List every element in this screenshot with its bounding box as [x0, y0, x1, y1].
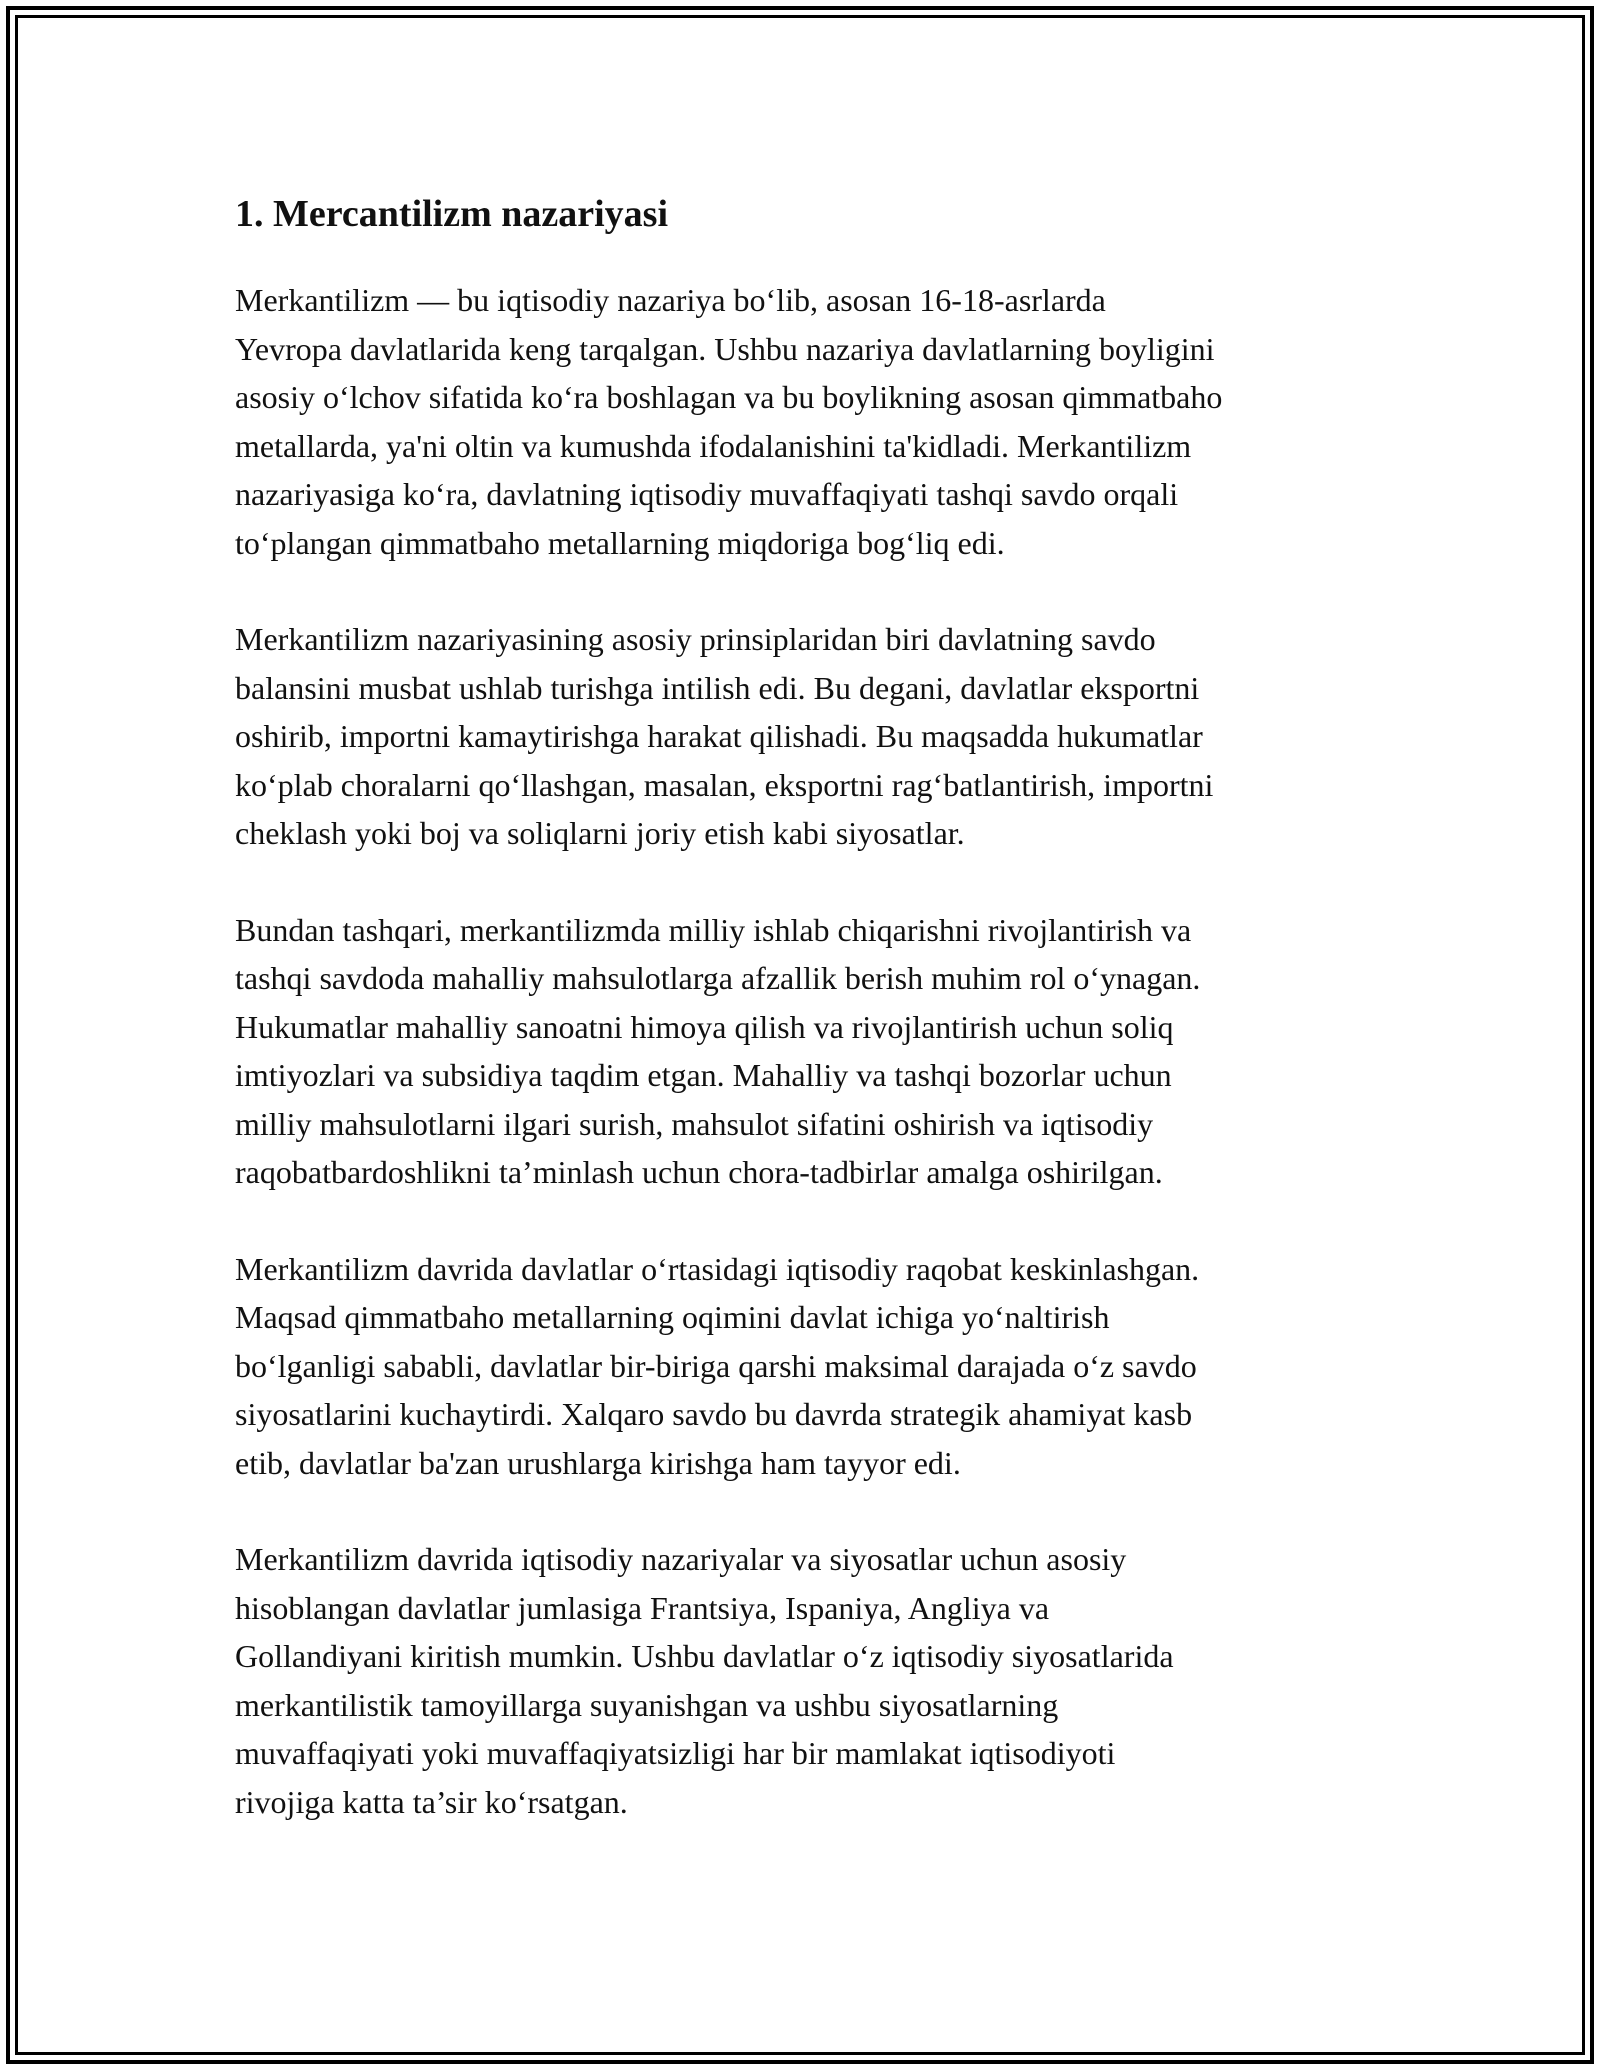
text-line: imtiyozlari va subsidiya taqdim etgan. Mahalliy va tashqi bozorlar uchun	[235, 1057, 1172, 1093]
text-line: ko‘plab choralarni qo‘llashgan, masalan, eksportni rag‘batlantirish, importni	[235, 766, 1214, 803]
text-line: merkantilistik tamoyillarga suyanishgan va ushbu siyosatlarning	[235, 1686, 1059, 1723]
text-line: Merkantilizm davrida davlatlar o‘rtasidagi iqtisodiy raqobat keskinlashgan.	[235, 1250, 1200, 1287]
text-line: bo‘lganligi sababli, davlatlar bir-biriga qarshi maksimal darajada o‘z savdo	[235, 1347, 1197, 1384]
text-line: muvaffaqiyati yoki muvaffaqiyatsizligi har bir mamlakat iqtisodiyoti	[235, 1735, 1116, 1771]
text-line: asosiy o‘lchov sifatida ko‘ra boshlagan va bu boylikning asosan qimmatbaho	[235, 379, 1223, 415]
paragraph-5	[235, 1535, 1375, 1826]
text-line: siyosatlarini kuchaytirdi. Xalqaro savdo bu davrda strategik ahamiyat kasb	[235, 1396, 1193, 1432]
document-body	[235, 182, 1375, 1874]
text-line: tashqi savdoda mahalliy mahsulotlarga afzallik berish muhim rol o‘ynagan.	[235, 960, 1201, 996]
text-line: milliy mahsulotlarni ilgari surish, mahsulot sifatini oshirish va iqtisodiy	[235, 1105, 1154, 1142]
text-line: Maqsad qimmatbaho metallarning oqimini davlat ichiga yo‘naltirish	[235, 1299, 1110, 1335]
text-line: to‘plangan qimmatbaho metallarning miqdoriga bog‘liq edi.	[235, 524, 1005, 561]
text-line: Yevropa davlatlarida keng tarqalgan. Ushbu nazariya davlatlarning boyligini	[235, 330, 1215, 367]
section-heading: 1. Mercantilizm nazariyasi	[235, 193, 669, 235]
text-line: metallarda, ya'ni oltin va kumushda ifodalanishini ta'kidladi. Merkantilizm	[235, 427, 1192, 464]
text-line: Merkantilizm — bu iqtisodiy nazariya bo‘lib, asosan 16-18-asrlarda	[235, 282, 1106, 318]
text-line: etib, davlatlar ba'zan urushlarga kirishga ham tayyor edi.	[235, 1444, 961, 1481]
paragraph-1	[235, 276, 1375, 567]
text-line: Hukumatlar mahalliy sanoatni himoya qilish va rivojlantirish uchun soliq	[235, 1008, 1174, 1045]
text-line: cheklash yoki boj va soliqlarni joriy etish kabi siyosatlar.	[235, 815, 965, 851]
text-line: Merkantilizm nazariyasining asosiy prinsiplaridan biri davlatning savdo	[235, 621, 1156, 657]
text-line: balansini musbat ushlab turishga intilish edi. Bu degani, davlatlar eksportni	[235, 669, 1200, 706]
text-line: raqobatbardoshlikni ta’minlash uchun chora-tadbirlar amalga oshirilgan.	[235, 1154, 1163, 1190]
text-line: nazariyasiga ko‘ra, davlatning iqtisodiy muvaffaqiyati tashqi savdo orqali	[235, 476, 1179, 512]
text-line: Gollandiyani kiritish mumkin. Ushbu davlatlar o‘z iqtisodiy siyosatlarida	[235, 1638, 1174, 1674]
text-line: Bundan tashqari, merkantilizmda milliy ishlab chiqarishni rivojlantirish va	[235, 911, 1192, 948]
text-line: Merkantilizm davrida iqtisodiy nazariyalar va siyosatlar uchun asosiy	[235, 1541, 1127, 1577]
text-line: hisoblangan davlatlar jumlasiga Frantsiya, Ispaniya, Angliya va	[235, 1589, 1050, 1626]
paragraph-2	[235, 615, 1375, 858]
text-line: rivojiga katta ta’sir ko‘rsatgan.	[235, 1783, 628, 1820]
paragraph-3	[235, 906, 1375, 1197]
text-line: oshirib, importni kamaytirishga harakat qilishadi. Bu maqsadda hukumatlar	[235, 718, 1203, 754]
paragraph-4	[235, 1245, 1375, 1488]
